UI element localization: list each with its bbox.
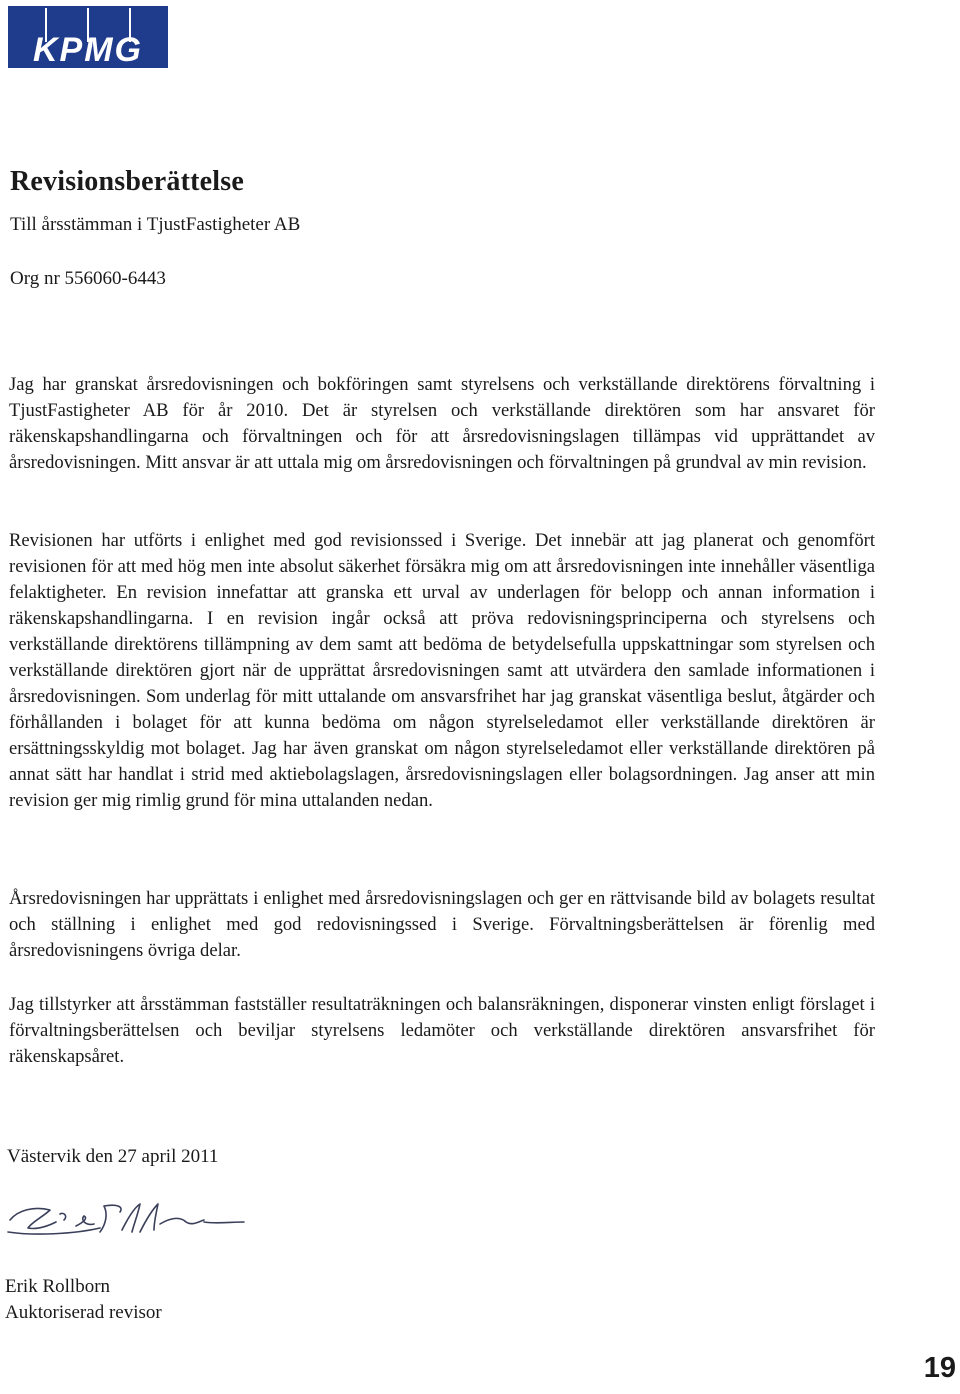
signer-role: Auktoriserad revisor: [5, 1302, 162, 1323]
page-number: 19: [923, 1352, 956, 1384]
page-title: Revisionsberättelse: [10, 166, 244, 197]
org-number: Org nr 556060-6443: [10, 268, 166, 289]
signature-image: [4, 1192, 260, 1248]
signer-name: Erik Rollborn: [5, 1276, 111, 1297]
place-and-date: Västervik den 27 april 2011: [7, 1146, 219, 1167]
signer-block: [5, 1274, 162, 1326]
svg-text:KPMG: KPMG: [33, 31, 143, 68]
kpmg-logo: [8, 6, 168, 68]
addressee: Till årsstämman i TjustFastigheter AB: [10, 214, 301, 235]
paragraph-audit-method: Revisionen har utförts i enlighet med god revisionssed i Sverige. Det innebär att jag planerat och genomfört revisionen för att med hög men inte absolut säkerhet försäkra mig om att årsredovisningen inte innehåller väsentliga felaktigheter. En revision innefattar att granska ett urval av underlagen för belopp och annan information i räkenskapshandlingarna. I en revision ingår också att pröva redovisningsprinciperna och styrelsens och verkställande direktörens tillämpning av dem samt att bedöma de betydelsefulla uppskattningar som styrelsen och verkställande direktören gjort när de upprättat årsredovisningen samt att utvärdera den samlade informationen i årsredovisningen. Som underlag för mitt uttalande om ansvarsfrihet har jag granskat väsentliga beslut, åtgärder och förhållanden i bolaget för att kunna bedöma om någon styrelseledamot eller verkställande direktören är ersättningsskyldig mot bolaget. Jag har även granskat om någon styrelseledamot eller verkställande direktören på annat sätt har handlat i strid med aktiebolagslagen, årsredovisningslagen eller bolagsordningen. Jag anser att min revision ger mig rimlig grund för mina uttalanden nedan.: [9, 530, 875, 811]
paragraph-opinion-annual-report: Årsredovisningen har upprättats i enlighet med årsredovisningslagen och ger en rättvisande bild av bolagets resultat och ställning i enlighet med god redovisningssed i Sverige. Förvaltningsberättelsen är förenlig med årsredovisningens övriga delar.: [9, 888, 875, 961]
paragraph-scope: Jag har granskat årsredovisningen och bokföringen samt styrelsens och verkställande direktörens förvaltning i TjustFastigheter AB för år 2010. Det är styrelsen och verkställande direktören som har ansvaret för räkenskapshandlingarna och förvaltningen och för att årsredovisningslagen tillämpas vid upprättandet av årsredovisningen. Mitt ansvar är att uttala mig om årsredovisningen och förvaltningen på grundval av min revision.: [9, 374, 875, 473]
paragraph-recommendation: Jag tillstyrker att årsstämman fastställer resultaträkningen och balansräkningen, disponerar vinsten enligt förslaget i förvaltningsberättelsen och beviljar styrelsens ledamöter och verkställande direktören ansvarsfrihet för räkenskapsåret.: [9, 994, 875, 1067]
